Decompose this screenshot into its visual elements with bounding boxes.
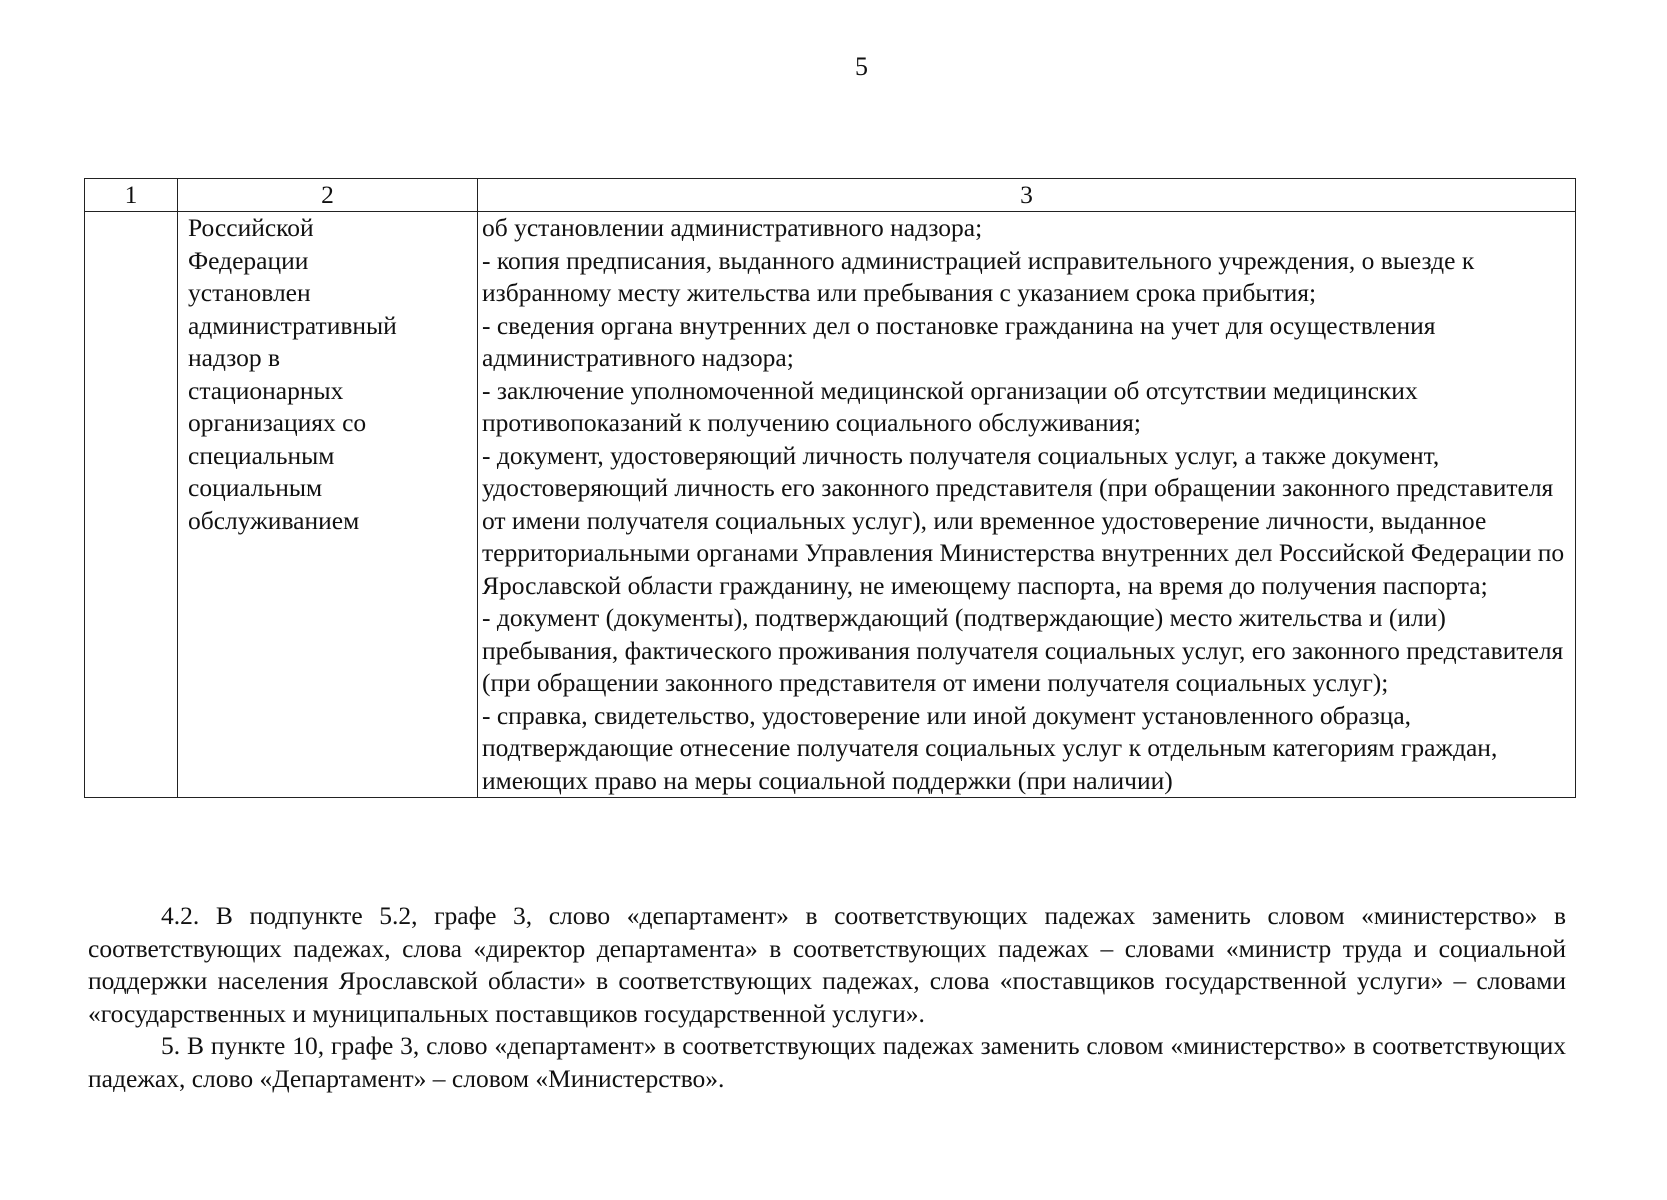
header-col-1: 1	[85, 179, 178, 212]
cell-col-1	[85, 212, 178, 798]
document-table	[84, 178, 1576, 798]
header-col-2: 2	[178, 179, 478, 212]
cell-line: Федерации	[188, 245, 309, 275]
header-col-3: 3	[478, 179, 1576, 212]
document-list-item: - сведения органа внутренних дел о постановке гражданина на учет для осуществления административного надзора;	[482, 310, 1436, 372]
cell-line: Российской	[188, 213, 314, 242]
cell-line: стационарных	[188, 375, 344, 405]
paragraph-4-2: 4.2. В подпункте 5.2, графе 3, слово «департамент» в соответствующих падежах заменить словом «министерство» в соответствующих падежах, слова «директор департамента» в соответствующих падежах – словами «министр труда и социальной поддержки населения Ярославской области» в соответствующих падежах, слова «поставщиков государственной услуги» – словами «государственных и муниципальных поставщиков государственной услуги».	[88, 901, 1566, 1028]
cell-line: организациях со	[188, 408, 367, 437]
document-list-item: - справка, свидетельство, удостоверение или иной документ установленного образца, подтверждающие отнесение получателя социальных услуг к отдельным категориям граждан, имеющих право на меры социальной поддержки (при наличии)	[482, 700, 1498, 795]
cell-line: обслуживанием	[188, 505, 360, 535]
cell-line: надзор в	[188, 343, 281, 372]
table-header-row	[85, 179, 1576, 212]
document-list-item: - копия предписания, выданного администрацией исправительного учреждения, о выезде к избранному месту жительства или пребывания с указанием срока прибытия;	[482, 245, 1475, 307]
cell-line: установлен	[188, 278, 311, 307]
cell-line: специальным	[188, 440, 335, 470]
cell-line: социальным	[188, 473, 323, 502]
cell-col-3	[478, 212, 1576, 798]
table-row	[85, 212, 1576, 798]
paragraph-5: 5. В пункте 10, графе 3, слово «департамент» в соответствующих падежах заменить словом «министерство» в соответствующих падежах, слово «Департамент» – словом «Министерство».	[88, 1031, 1566, 1093]
cell-line: административный	[188, 310, 397, 340]
document-list-item: - заключение уполномоченной медицинской организации об отсутствии медицинских противопоказаний к получению социального обслуживания;	[482, 375, 1418, 437]
document-list-item: об установлении административного надзора;	[482, 213, 983, 242]
document-list-item: - документ, удостоверяющий личность получателя социальных услуг, а также документ, удостоверяющий личность его законного представителя (при обращении законного представителя от имени получателя социальных услуг), или временное удостоверение личности, выданное территориальными органами Управления Министерства внутренних дел Российской Федерации по Ярославской области гражданину, не имеющему паспорта, на время до получения паспорта;	[482, 440, 1565, 600]
cell-col-2	[178, 212, 478, 798]
page-number: 5	[855, 52, 868, 81]
document-list-item: - документ (документы), подтверждающий (подтверждающие) место жительства и (или) пребывания, фактического проживания получателя социальных услуг, его законного представителя (при обращении законного представителя от имени получателя социальных услуг);	[482, 603, 1564, 697]
